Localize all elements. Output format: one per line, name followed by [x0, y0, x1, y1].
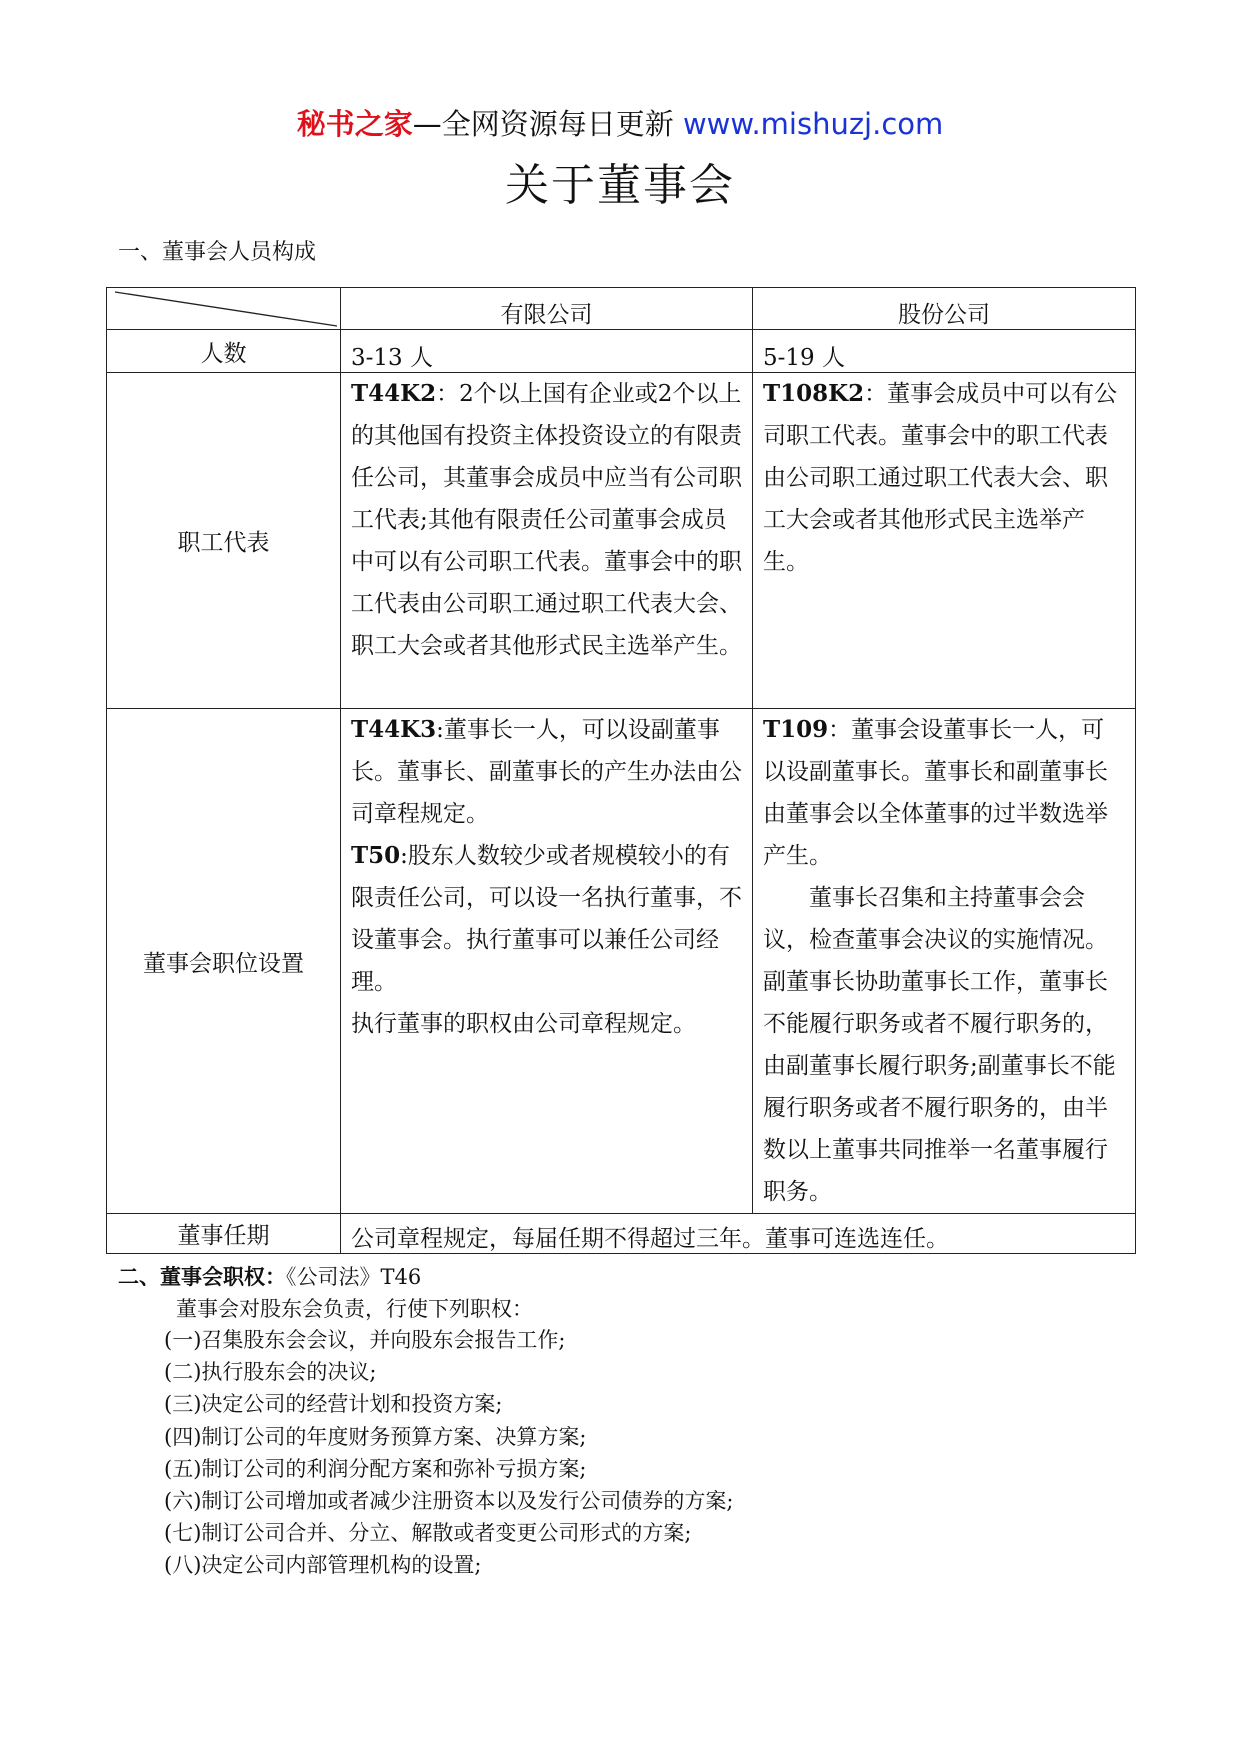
positions-joint-text1: ：董事会设董事长一人，可以设副董事长。董事长和副董事长由董事会以全体董事的过半数选举产生。	[763, 717, 1108, 869]
section2-law: 《公司法》T46	[286, 1265, 422, 1289]
banner-url[interactable]: www.mishuzj.com	[682, 107, 944, 141]
count-limited: 3-13 人	[341, 330, 753, 373]
positions-limited-text3: 执行董事的职权由公司章程规定。	[351, 1011, 696, 1037]
list-item: (八)决定公司内部管理机构的设置;	[164, 1553, 482, 1578]
ref-t44k3: T44K3	[351, 716, 437, 743]
page-title: 关于董事会	[505, 160, 735, 211]
positions-limited-text2: :股东人数较少或者规模较小的有限责任公司，可以设一名执行董事，不设董事会。执行董事可以兼任公司经理。	[351, 843, 742, 995]
term-text: 公司章程规定，每届任期不得超过三年。董事可连选连任。	[341, 1214, 1136, 1254]
list-item: (一)召集股东会会议，并向股东会报告工作;	[164, 1328, 566, 1352]
list-item: (三)决定公司的经营计划和投资方案;	[164, 1392, 503, 1417]
list-item: (七)制订公司合并、分立、解散或者变更公司形式的方案;	[164, 1521, 692, 1546]
staff-limited-text: ：2个以上国有企业或2个以上的其他国有投资主体投资设立的有限责任公司，其董事会成员中应当有公司职工代表;其他有限责任公司董事会成员中可以有公司职工代表。董事会中的职工代表由公司职工通过职工代表大会、职工大会或者其他形式民主选举产生。	[351, 381, 742, 659]
positions-joint-text2: 董事长召集和主持董事会会议，检查董事会决议的实施情况。副董事长协助董事长工作，董事长不能履行职务或者不履行职务的，由副董事长履行职务;副董事长不能履行职务或者不履行职务的，由半数以上董事共同推举一名董事履行职务。	[763, 885, 1116, 1205]
section2-heading	[118, 1262, 421, 1292]
list-item: (四)制订公司的年度财务预算方案、决算方案;	[164, 1424, 587, 1449]
powers-list	[164, 1324, 733, 1582]
banner-dash: —	[412, 107, 442, 141]
list-item: (五)制订公司的利润分配方案和弥补亏损方案;	[164, 1456, 587, 1481]
table-row-positions	[107, 709, 1136, 1214]
positions-limited-cell	[341, 709, 753, 1214]
col-header-joint: 股份公司	[753, 288, 1136, 330]
section1-heading: 一、董事会人员构成	[118, 240, 317, 265]
row-label-positions: 董事会职位设置	[107, 709, 341, 1214]
staff-limited-cell	[341, 373, 753, 709]
table-row-count	[107, 330, 1136, 373]
col-header-limited: 有限公司	[341, 288, 753, 330]
count-joint: 5-19 人	[753, 330, 1136, 373]
ref-t108k2: T108K2	[763, 380, 865, 407]
table-row-staff	[107, 373, 1136, 709]
staff-joint-cell	[753, 373, 1136, 709]
section2-title: 二、董事会职权：	[118, 1265, 286, 1289]
positions-joint-cell	[753, 709, 1136, 1214]
ref-t50: T50	[351, 842, 401, 869]
table-row-term	[107, 1214, 1136, 1254]
banner-slogan: 全网资源每日更新	[441, 107, 674, 141]
row-label-staff: 职工代表	[107, 373, 341, 709]
staff-joint-text: ：董事会成员中可以有公司职工代表。董事会中的职工代表由公司职工通过职工代表大会、职工大会或者其他形式民主选举产生。	[763, 381, 1118, 575]
list-item: (六)制订公司增加或者减少注册资本以及发行公司债券的方案;	[164, 1489, 734, 1514]
ref-t109: T109	[763, 716, 829, 743]
ref-t44k2: T44K2	[351, 380, 437, 407]
site-banner	[0, 104, 1240, 144]
list-item: (二)执行股东会的决议;	[164, 1360, 377, 1385]
row-label-term: 董事任期	[107, 1214, 341, 1254]
banner-brand: 秘书之家	[296, 107, 413, 141]
row-label-count: 人数	[107, 330, 341, 373]
table-header-row	[107, 288, 1136, 330]
diagonal-header-cell	[107, 288, 341, 330]
diagonal-line	[107, 288, 341, 330]
board-composition-table	[106, 287, 1136, 1254]
positions-limited-text1: :董事长一人，可以设副董事长。董事长、副董事长的产生办法由公司章程规定。	[351, 717, 742, 827]
section2-intro: 董事会对股东会负责，行使下列职权：	[176, 1297, 533, 1321]
